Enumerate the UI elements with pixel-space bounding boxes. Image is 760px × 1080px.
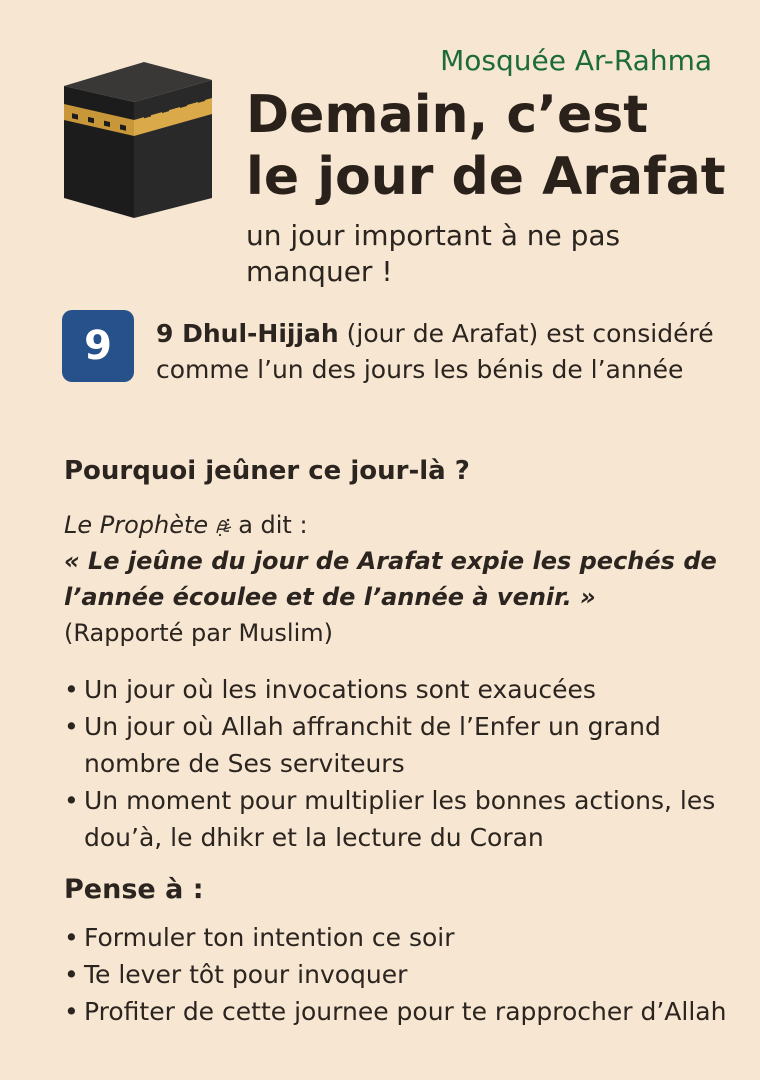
- list-item: • Formuler ton intention ce soir: [64, 919, 734, 956]
- hadith-block: [64, 507, 734, 651]
- remember-heading: Pense à :: [64, 874, 204, 905]
- list-item: • Un jour où les invocations sont exaucées: [64, 671, 734, 708]
- list-item: • Profiter de cette journee pour te rapprocher d’Allah: [64, 993, 734, 1030]
- remember-list: [64, 919, 734, 1030]
- hadith-quote: « Le jeûne du jour de Arafat expie les pechés de l’année écoulee et de l’année à venir. »: [64, 547, 717, 611]
- kaaba-icon: [58, 58, 218, 222]
- day-name: 9 Dhul-Hijjah: [156, 319, 339, 348]
- sallallahu-alayhi-wasallam-icon: [214, 515, 234, 537]
- hadith-intro-prophet: Le Prophète: [64, 511, 209, 539]
- list-item: • Un jour où Allah affranchit de l’Enfer un grand nombre de Ses serviteurs: [64, 708, 734, 782]
- why-fast-heading: Pourquoi jeûner ce jour-là ?: [64, 456, 470, 486]
- list-item: • Un moment pour multiplier les bonnes actions, les dou’à, le dhikr et la lecture du Coran: [64, 782, 734, 856]
- day-number-badge: 9: [62, 310, 134, 382]
- title-line-2: le jour de Arafat: [246, 147, 726, 207]
- title-line-1: Demain, c’est: [246, 85, 649, 145]
- day-description-rest: (jour de Arafat) est considéré comme l’un des jours les bénis de l’année: [156, 319, 714, 384]
- list-item: • Te lever tôt pour invoquer: [64, 956, 734, 993]
- day-description: [156, 316, 726, 388]
- page-title: [246, 84, 746, 208]
- mosque-name: Mosquée Ar-Rahma: [440, 44, 712, 77]
- benefits-list: [64, 671, 734, 856]
- hadith-source: (Rapporté par Muslim): [64, 619, 333, 647]
- hadith-intro-said: a dit :: [238, 511, 308, 539]
- subtitle: un jour important à ne pas manquer !: [246, 219, 621, 288]
- hadith-intro: [64, 507, 734, 543]
